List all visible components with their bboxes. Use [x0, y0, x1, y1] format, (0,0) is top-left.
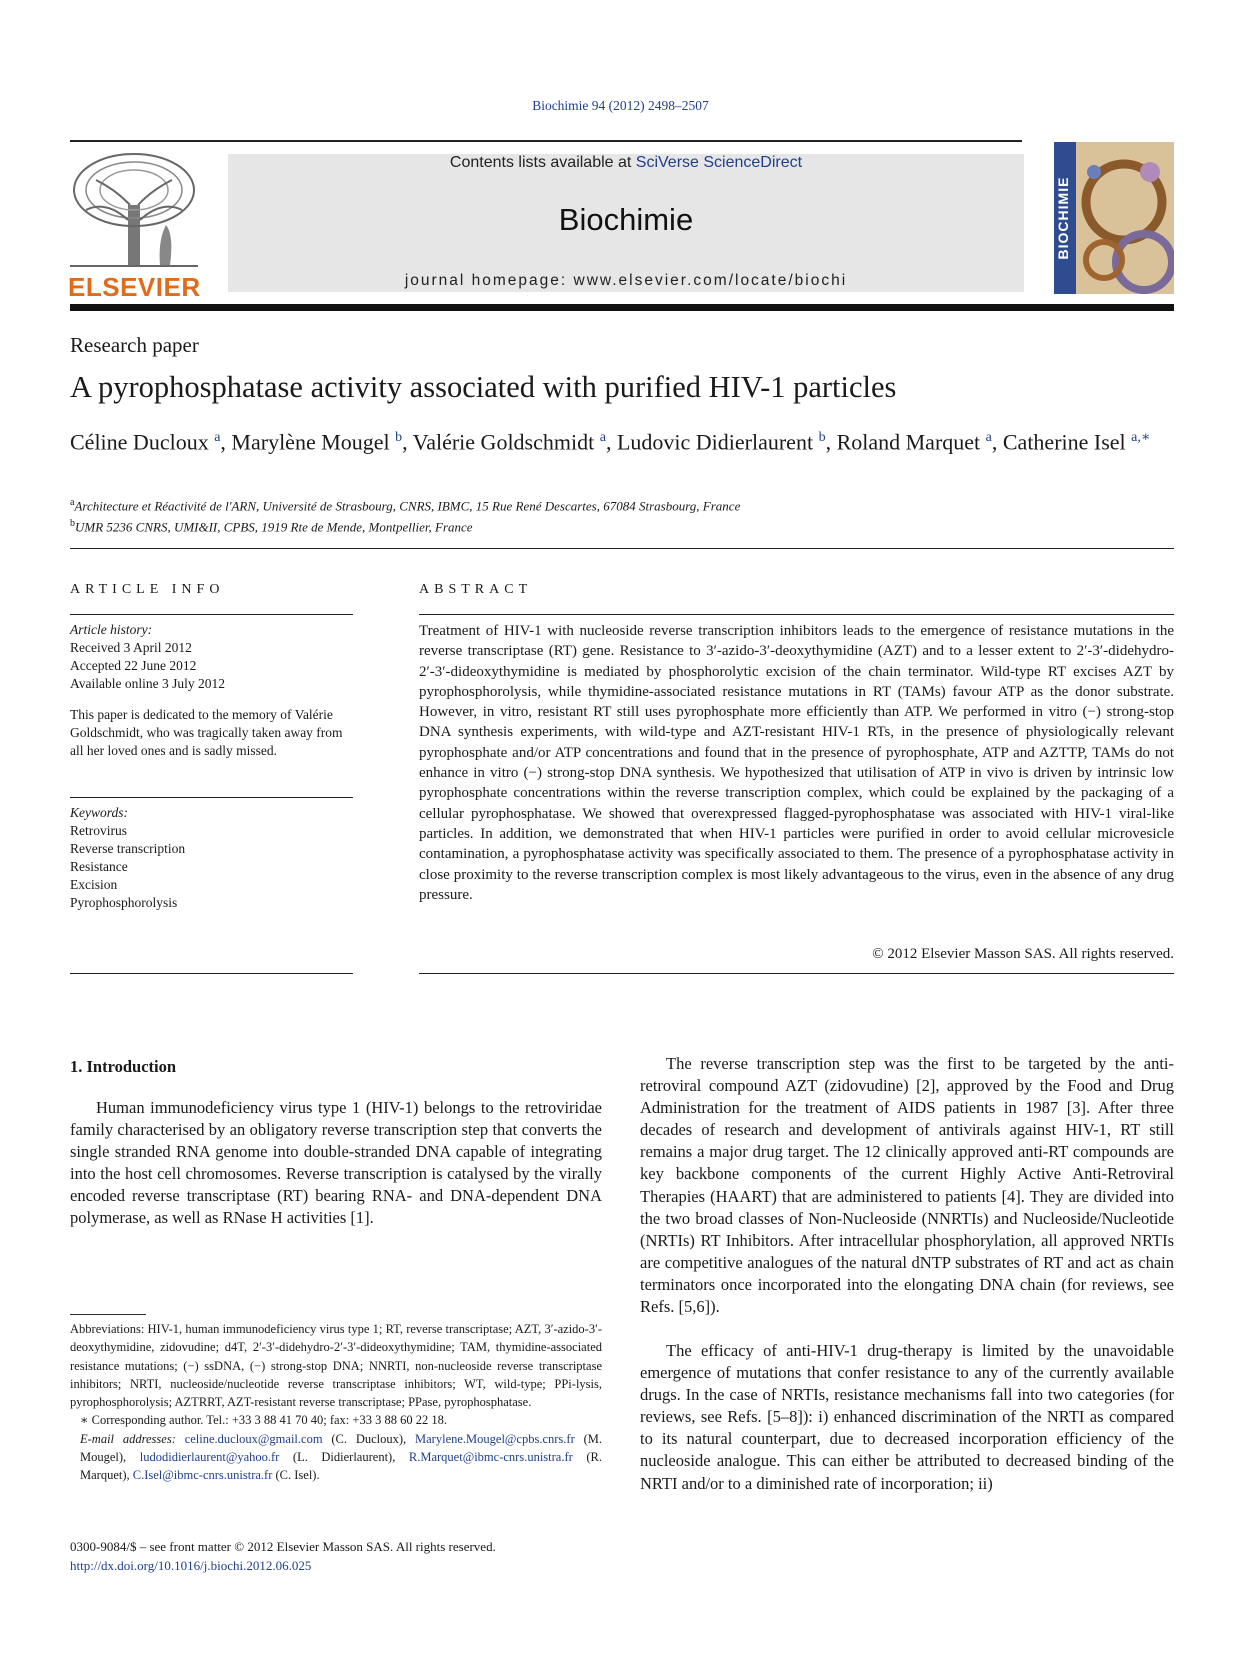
journal-cover-icon [1054, 142, 1174, 294]
author-name: Valérie Goldschmidt [412, 429, 600, 455]
email-label: E-mail addresses: [80, 1431, 185, 1446]
keyword: Excision [70, 877, 118, 892]
author-affiliation-mark[interactable]: a [214, 430, 221, 445]
keyword: Pyrophosphorolysis [70, 895, 178, 910]
received-date: Received 3 April 2012 [70, 640, 192, 655]
article-info-heading: ARTICLE INFO [70, 582, 225, 597]
abstract-bottom-rule [419, 973, 1174, 974]
article-info-rule [70, 614, 353, 615]
header-thick-rule [70, 304, 1174, 311]
author-affiliation-mark[interactable]: b [818, 430, 826, 445]
affiliation-text: Architecture et Réactivité de l'ARN, Université de Strasbourg, CNRS, IBMC, 15 Rue René Descartes, 67084 Strasbourg, France [74, 498, 741, 514]
article-type: Research paper [70, 333, 199, 357]
journal-homepage[interactable]: journal homepage: www.elsevier.com/locate/biochi [404, 272, 848, 289]
journal-name: Biochimie [558, 202, 694, 237]
author-affiliation-mark[interactable]: a [599, 430, 606, 445]
abstract-rule [419, 614, 1174, 615]
email-owner: (L. Didierlaurent), [279, 1450, 409, 1465]
issn-line: 0300-9084/$ – see front matter © 2012 Elsevier Masson SAS. All rights reserved. [70, 1539, 496, 1554]
author-separator: , [605, 429, 617, 455]
affiliation-text: UMR 5236 CNRS, UMI&II, CPBS, 1919 Rte de Mende, Montpellier, France [75, 519, 473, 535]
keyword: Reverse transcription [70, 841, 186, 856]
corresponding-author-note: ∗ Corresponding author. Tel.: +33 3 88 41 70 40; fax: +33 3 88 60 22 18. [80, 1413, 447, 1428]
author-name: Catherine Isel [1002, 429, 1132, 455]
author-name: Marylène Mougel [231, 429, 396, 455]
footnote-rule [70, 1314, 146, 1315]
elsevier-logo-text: ELSEVIER [68, 272, 201, 302]
email-link[interactable]: celine.ducloux@gmail.com [184, 1431, 323, 1446]
author-affiliation-mark[interactable]: b [395, 430, 403, 445]
email-owner: (R. Marquet), [80, 1450, 602, 1483]
email-link[interactable]: C.Isel@ibmc-cnrs.unistra.fr [132, 1468, 273, 1483]
author-name: Ludovic Didierlaurent [616, 429, 819, 455]
journal-citation[interactable]: Biochimie 94 (2012) 2498–2507 [532, 98, 709, 113]
intro-paragraph-1: Human immunodeficiency virus type 1 (HIV-1) belongs to the retroviridae family characterised by an obligatory reverse transcription step that converts the single stranded RNA genome into double-stranded DNA capable of integrating into the host cell chromosomes. Reverse transcription is catalysed by the virally encoded reverse transcriptase (RT) bearing RNA- and DNA-dependent DNA polymerase, as well as RNase H activities [1]. [70, 1098, 602, 1228]
email-link[interactable]: ludodidierlaurent@yahoo.fr [139, 1450, 280, 1465]
intro-paragraph-2: The reverse transcription step was the first to be targeted by the anti-retroviral compound AZT (zidovudine) [2], approved by the Food and Drug Administration for the treatment of AIDS patients in 1987 [3]. After three decades of research and development of antivirals against HIV-1, RT still remains a major drug target. The 12 clinically approved anti-RT compounds are key backbone components of the current Highly Active Anti-Retroviral Therapies (HAART) that are administered to patients [4]. They are divided into the two broad classes of Non-Nucleoside (NNRTIs) and Nucleoside/Nucleotide (NRTIs) RT Inhibitors. After intracellular phosphorylation, all approved NRTIs are competitive analogues of the natural dNTP substrates of RT and act as chain terminators once incorporated into the elongating DNA chain (for reviews, see Refs. [5,6]). [640, 1054, 1174, 1317]
affiliations [70, 494, 1174, 537]
article-history [70, 621, 353, 693]
author-separator: , [220, 429, 232, 455]
email-owner: (C. Ducloux), [322, 1431, 416, 1446]
author-separator: , [825, 429, 837, 455]
author-separator: , [991, 429, 1003, 455]
contents-line [228, 154, 1024, 172]
title-bottom-rule [70, 548, 1174, 549]
article-title: A pyrophosphatase activity associated with purified HIV-1 particles [70, 370, 897, 404]
keyword: Resistance [70, 859, 128, 874]
article-info-bottom-rule [70, 973, 353, 974]
author-affiliation-mark[interactable]: a,∗ [1131, 430, 1151, 445]
email-addresses [70, 1430, 602, 1485]
affiliation-mark: a [70, 497, 75, 508]
affiliation-mark: b [70, 518, 75, 530]
dedication: This paper is dedicated to the memory of Valérie Goldschmidt, who was tragically taken away from all her loved ones and is sadly missed. [70, 707, 343, 758]
top-rule [70, 140, 1022, 142]
email-link[interactable]: Marylene.Mougel@cpbs.cnrs.fr [415, 1431, 575, 1446]
email-owner: (C. Isel). [272, 1468, 320, 1483]
keywords-rule [70, 797, 353, 798]
accepted-date: Accepted 22 June 2012 [70, 658, 197, 673]
intro-paragraph-3: The efficacy of anti-HIV-1 drug-therapy is limited by the unavoidable emergence of mutations that confer resistance to any of the currently available drugs. In the case of NRTIs, resistance mechanisms fall into two categories (for reviews, see Refs. [5–8]): i) enhanced discrimination of the NRTI as compared to its natural counterpart, due to decreased incorporation efficiency of the nucleoside analogue. This can either be attributed to decreased binding of the NRTI and/or to a diminished rate of incorporation; ii) [640, 1341, 1174, 1493]
contents-prefix: Contents lists available at [449, 154, 636, 171]
author-affiliation-mark[interactable]: a [985, 430, 992, 445]
author-list [70, 424, 1180, 456]
footnotes [70, 1320, 602, 1485]
abstract-copyright: © 2012 Elsevier Masson SAS. All rights reserved. [872, 946, 1174, 962]
online-date: Available online 3 July 2012 [70, 676, 225, 691]
abstract-heading: ABSTRACT [419, 582, 533, 597]
email-link[interactable]: R.Marquet@ibmc-cnrs.unistra.fr [408, 1450, 573, 1465]
sciencedirect-link[interactable]: SciVerse ScienceDirect [635, 154, 803, 171]
front-matter-notes [70, 1538, 630, 1575]
abbreviations-note: Abbreviations: HIV-1, human immunodeficiency virus type 1; RT, reverse transcriptase; AZT, 3′-azido-3′-deoxythymidine, zidovudine; d4T, 2′-3′-didehydro-2′-3′-dideoxythymidine; TAM, thymidine-associated resistance mutations; (−) ssDNA, (−) strong-stop DNA; NNRTI, non-nucleoside reverse transcriptase inhibitors; NRTI, nucleoside/nucleotide reverse transcriptase inhibitors; WT, wild-type; PPi-lysis, pyrophosphorolysis; AZTRRT, AZT-resistant reverse transcriptase; PPase, pyrophosphatase. [70, 1322, 602, 1410]
keywords-block [70, 804, 353, 912]
author-name: Céline Ducloux [70, 429, 215, 455]
abstract-text: Treatment of HIV-1 with nucleoside reverse transcription inhibitors leads to the emergence of resistance mutations in the reverse transcriptase (RT) gene. Resistance to 3′-azido-3′-deoxythymidine (AZT) and to a lesser extent to 2′-3′-didehydro-2′-3′-dideoxythymidine is mediated by phosphorolytic excision of the chain terminator. Wild-type RT excises AZT by pyrophosphorolysis, while thymidine-associated resistance mutations in RT (TAMs) favour ATP as the donor substrate. However, in vitro, resistant RT still uses pyrophosphate more efficiently than ATP. We performed in vitro (−) strong-stop DNA synthesis experiments, with wild-type and AZT-resistant HIV-1 RTs, in the presence of physiologically relevant pyrophosphate and/or ATP concentrations and found that in the presence of pyrophosphate, ATP and AZTTP, TAMs do not enhance in vitro (−) strong-stop DNA synthesis. We hypothesized that utilisation of ATP in vivo is driven by intrinsic low pyrophosphate concentrations within the reverse transcription complex, which could be explained by the packaging of a cellular pyrophosphatase. We showed that overexpressed flagged-pyrophosphatase was associated with HIV-1 viral-like particles. In addition, we demonstrated that when HIV-1 particles were purified in order to avoid cellular microvesicle contamination, a pyrophosphatase activity was specifically associated to them. The presence of a pyrophosphatase activity in close proximity to the reverse transcription complex is most likely advantageous to the virus, even in the absence of any drug pressure. [419, 623, 1174, 903]
cover-label: BIOCHIMIE [1055, 176, 1071, 260]
author-name: Roland Marquet [836, 429, 986, 455]
doi-link[interactable]: http://dx.doi.org/10.1016/j.biochi.2012.06.025 [70, 1557, 312, 1573]
introduction-heading: 1. Introduction [70, 1057, 177, 1076]
affiliation [70, 515, 1174, 536]
keywords-label: Keywords: [70, 805, 128, 820]
author-separator: , [402, 429, 413, 455]
history-label: Article history: [70, 622, 153, 637]
email-owner: (M. Mougel), [80, 1431, 602, 1465]
keyword: Retrovirus [70, 823, 127, 838]
affiliation [70, 494, 1174, 515]
